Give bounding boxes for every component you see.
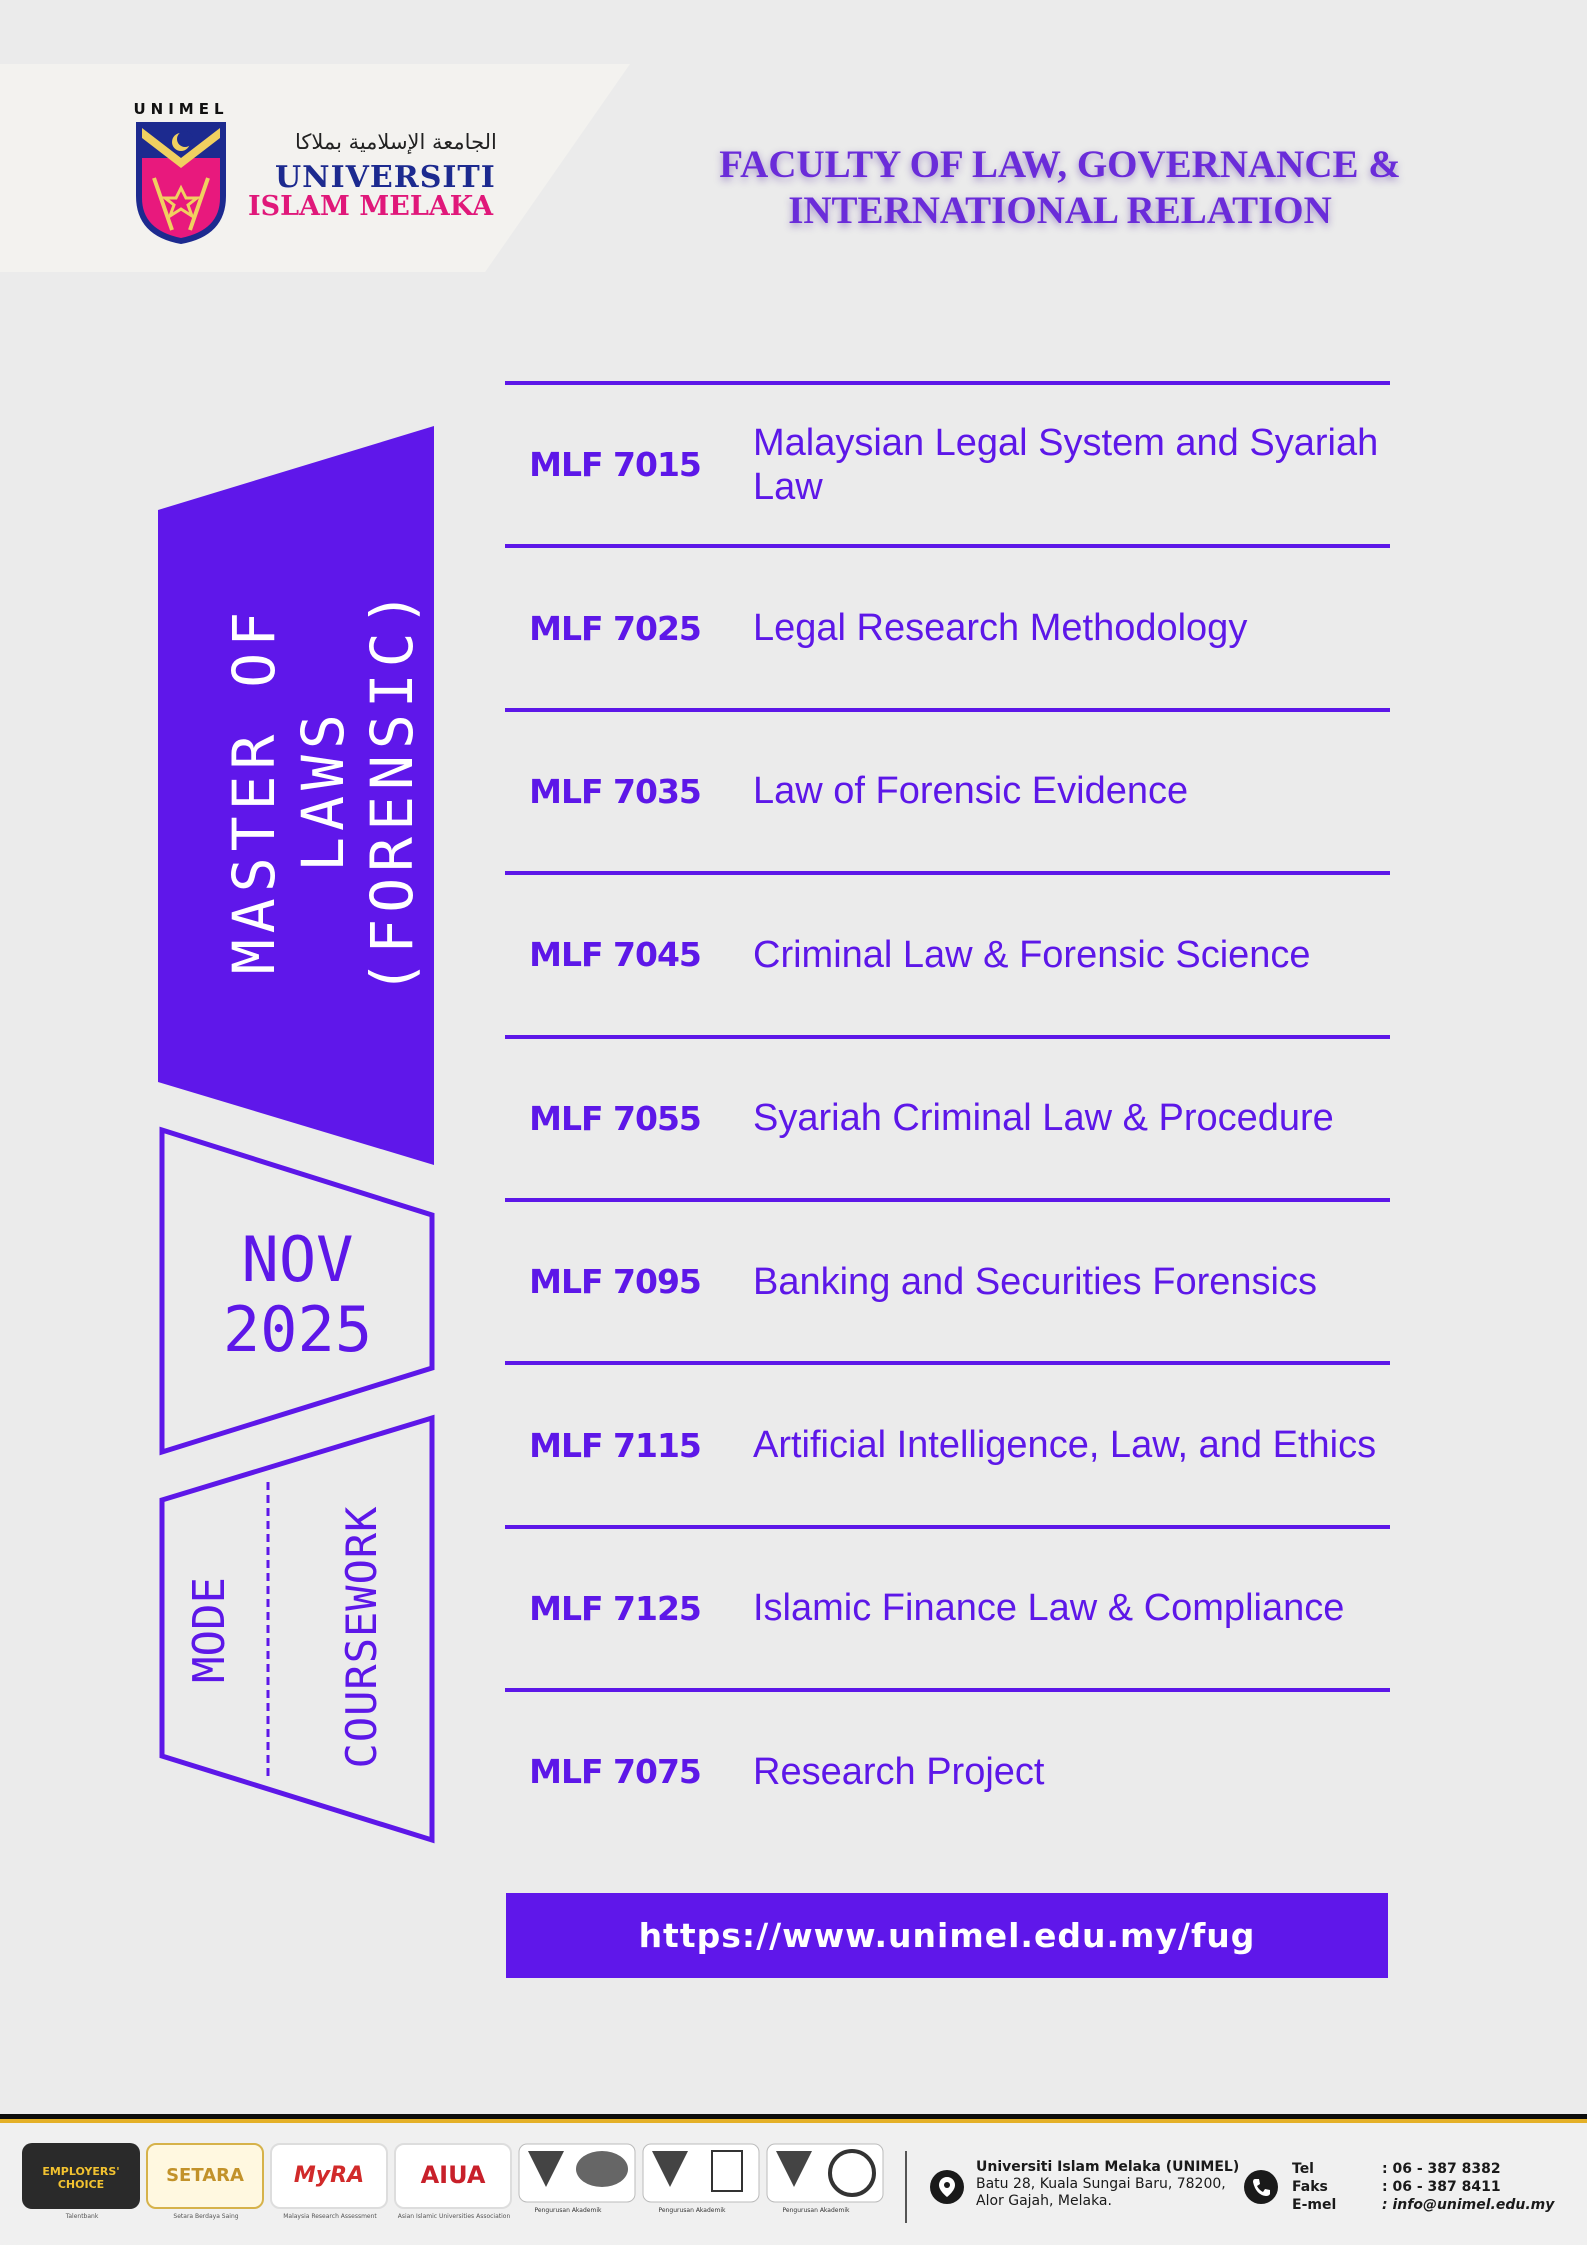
ukas-cert-icon	[642, 2143, 760, 2203]
contact-email-link[interactable]: : info@unimel.edu.my	[1382, 2197, 1555, 2213]
course-row	[505, 871, 1390, 1034]
faculty-title	[640, 142, 1480, 234]
university-logo[interactable]	[130, 100, 500, 250]
myra-badge: MyRA	[270, 2143, 388, 2209]
course-title: Artificial Intelligence, Law, and Ethics	[753, 1424, 1377, 1467]
course-row	[505, 1688, 1390, 1851]
location-pin-icon	[930, 2170, 964, 2204]
employers-choice-badge: EMPLOYERS' CHOICE	[22, 2143, 140, 2209]
faculty-url-link[interactable]: https://www.unimel.edu.my/fug	[506, 1893, 1388, 1978]
cert-caption: Pengurusan Akademik	[534, 2207, 602, 2214]
course-row	[505, 381, 1390, 544]
address-line2: Alor Gajah, Melaka.	[976, 2193, 1112, 2209]
aiua-badge: AIUA	[394, 2143, 512, 2209]
intake-month: NOV	[241, 1223, 354, 1296]
badge-caption: Malaysia Research Assessment	[283, 2213, 377, 2220]
mode-label-text: MODE	[184, 1577, 235, 1683]
course-row	[505, 708, 1390, 871]
cert-caption: Pengurusan Akademik	[658, 2207, 726, 2214]
course-code: MLF 7075	[529, 1752, 701, 1792]
course-title: Malaysian Legal System and Syariah Law	[753, 421, 1379, 508]
faculty-title-line2: INTERNATIONAL RELATION	[788, 189, 1332, 232]
contact-value[interactable]: : 06 - 387 8411	[1382, 2179, 1501, 2195]
course-row	[505, 1198, 1390, 1361]
footer-divider	[905, 2151, 907, 2223]
contact-key: Faks	[1292, 2179, 1328, 2195]
logo-name-line1: UNIVERSITI	[275, 160, 496, 195]
course-code: MLF 7125	[529, 1588, 701, 1628]
programme-title-line2: LAWS	[289, 708, 357, 872]
contact-key: Tel	[1292, 2161, 1314, 2177]
crest-icon	[132, 118, 230, 246]
address-name: Universiti Islam Melaka (UNIMEL)	[976, 2159, 1240, 2175]
contact-row	[1292, 2196, 1562, 2214]
course-code: MLF 7095	[529, 1262, 701, 1302]
iqnet-cert-icon	[766, 2143, 884, 2203]
logo-name-line2: ISLAM MELAKA	[248, 191, 494, 222]
course-code: MLF 7045	[529, 935, 701, 975]
contact-details	[1292, 2160, 1562, 2214]
badge-caption: Setara Berdaya Saing	[173, 2213, 239, 2220]
course-list	[505, 381, 1390, 1852]
course-code: MLF 7035	[529, 771, 701, 811]
course-title: Legal Research Methodology	[753, 607, 1248, 650]
phone-icon	[1244, 2170, 1278, 2204]
course-title: Research Project	[753, 1750, 1045, 1793]
course-title: Banking and Securities Forensics	[753, 1260, 1317, 1303]
course-code: MLF 7115	[529, 1425, 701, 1465]
course-row	[505, 1525, 1390, 1688]
mode-value-text: COURSEWORK	[337, 1505, 386, 1769]
logo-arabic-name: الجامعة الإسلامية بملاكا	[295, 130, 497, 154]
badge-caption: Talentbank	[65, 2213, 99, 2220]
course-row	[505, 544, 1390, 707]
badge-caption: Asian Islamic Universities Association	[397, 2213, 511, 2220]
course-row	[505, 1035, 1390, 1198]
course-title: Islamic Finance Law & Compliance	[753, 1587, 1345, 1630]
contact-row	[1292, 2160, 1562, 2178]
setara-badge: SETARA	[146, 2143, 264, 2209]
university-address	[976, 2159, 1239, 2210]
intake-date	[160, 1225, 435, 1365]
logo-acronym: UNIMEL	[133, 100, 229, 118]
contact-key: E-mel	[1292, 2197, 1337, 2213]
faculty-title-line1: FACULTY OF LAW, GOVERNANCE &	[719, 143, 1401, 186]
contact-row	[1292, 2178, 1562, 2196]
course-code: MLF 7015	[529, 445, 701, 485]
sirim-cert-icon	[518, 2143, 636, 2203]
cert-caption: Pengurusan Akademik	[782, 2207, 850, 2214]
contact-value[interactable]: : 06 - 387 8382	[1382, 2161, 1501, 2177]
course-code: MLF 7055	[529, 1098, 701, 1138]
programme-title-line3: (FORENSIC)	[358, 585, 426, 995]
course-title: Law of Forensic Evidence	[753, 770, 1189, 813]
course-title: Criminal Law & Forensic Science	[753, 933, 1311, 976]
course-row	[505, 1361, 1390, 1524]
programme-title-line1: MASTER OF	[220, 605, 288, 975]
footer	[0, 2123, 1587, 2245]
course-title: Syariah Criminal Law & Procedure	[753, 1097, 1334, 1140]
course-code: MLF 7025	[529, 608, 701, 648]
intake-year: 2025	[222, 1293, 373, 1366]
address-line1: Batu 28, Kuala Sungai Baru, 78200,	[976, 2176, 1226, 2192]
